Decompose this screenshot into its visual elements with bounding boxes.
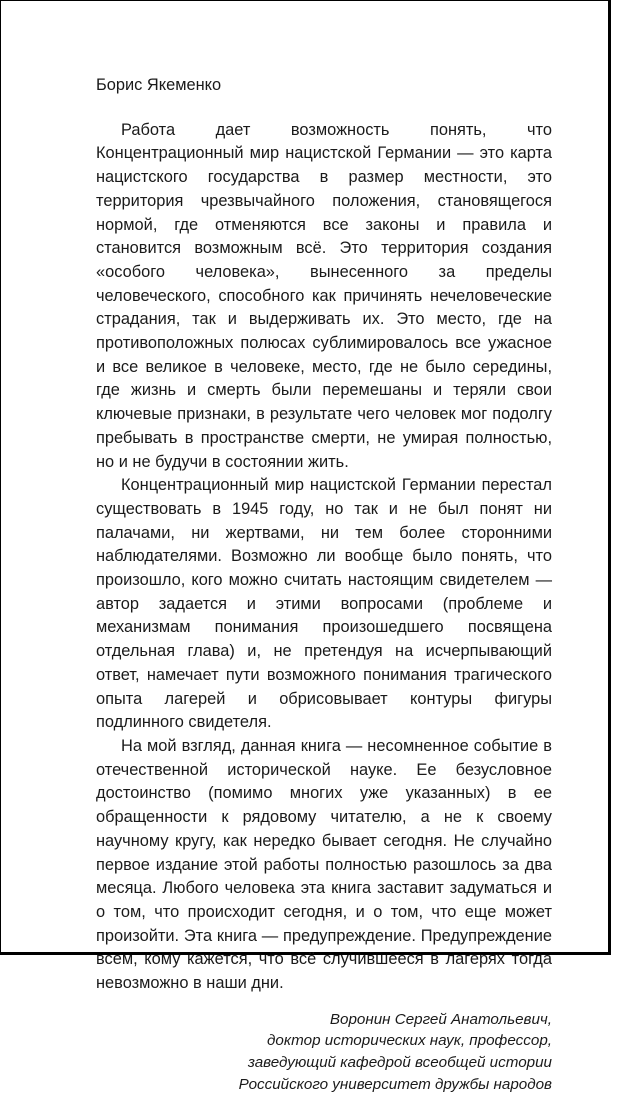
running-head: Борис Якеменко bbox=[96, 74, 552, 98]
paragraph-3: На мой взгляд, данная книга — несомненное событие в отечественной исторической науке. Ее безусловное достоинство (помимо многих уже указанных) в ее обращенности к рядовому читателю, а не к своему научному кругу, как нередко бывает сегодня. Не случайно первое издание этой работы полностью разошлось за два месяца. Любого человека эта книга заставит задуматься и о том, что происходит сегодня, и о том, что еще может произойти. Эта книга — предупреждение. Предупреждение всем, кому кажется, что всё случившееся в лагерях тогда невозможно в наши дни. bbox=[96, 735, 552, 996]
signature-institution: Российского университет дружбы народов bbox=[96, 1074, 552, 1095]
signature-position: заведующий кафедрой всеобщей истории bbox=[96, 1052, 552, 1074]
paragraph-2: Концентрационный мир нацистской Германии перестал существовать в 1945 году, но так и не был понят ни палачами, ни жертвами, ни тем более сторонними наблюдателями. Возможно ли вообще было понять, что произошло, кого можно считать настоящим свидетелем — автор задается и этими вопросами (проблеме и механизмам понимания произошедшего посвящена отдельная глава) и, не претендуя на исчерпывающий ответ, намечает пути возможного понимания трагического опыта лагерей и обрисовывает контуры фигуры подлинного свидетеля. bbox=[96, 474, 552, 735]
signature-degree: доктор исторических наук, профессор, bbox=[96, 1030, 552, 1052]
signature-block bbox=[96, 1009, 552, 1095]
signature-name: Воронин Сергей Анатольевич, bbox=[96, 1009, 552, 1031]
paragraph-1: Работа дает возможность понять, что Концентрационный мир нацистской Германии — это карта нацистского государства в размер местности, это территория чрезвычайного положения, становящегося нормой, где отменяются все законы и правила и становится возможным всё. Это территория создания «особого человека», вынесенного за пределы человеческого, способного как причинять нечеловеческие страдания, так и выдерживать их. Это место, где на противоположных полюсах сублимировалось все ужасное и все великое в человеке, место, где не было середины, где жизнь и смерть были перемешаны и теряли свои ключевые признаки, в результате чего человек мог подолгу пребывать в пространстве смерти, не умирая полностью, но и не будучи в состоянии жить. bbox=[96, 119, 552, 475]
page-content bbox=[96, 74, 552, 1095]
